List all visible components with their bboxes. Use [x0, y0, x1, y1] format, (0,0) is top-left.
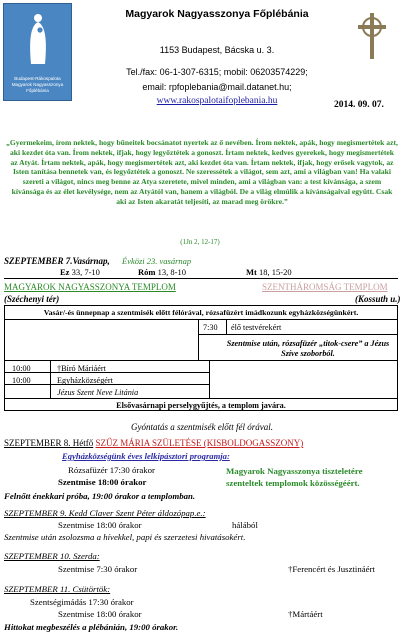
rosary-time: Rózsafüzér 17:30 órakor — [68, 465, 155, 475]
sunday-schedule-table — [4, 305, 398, 411]
mass-intention: Magyarok Nagyasszonya tiszteletére szenteltek templomok közösségéért. — [226, 466, 363, 488]
confession-note: Gyóntatás a szentmisék előtt fél órával. — [131, 422, 273, 432]
table-line — [5, 319, 397, 320]
table-line — [198, 319, 199, 360]
mass-time: Szentmise 18:00 órakor — [58, 609, 142, 619]
liturgical-week: Évközi 23. vasárnap — [122, 256, 192, 266]
table-line — [50, 360, 51, 398]
mass-time: 10:00 — [12, 376, 31, 385]
mass-time: Szentmise 18:00 órakor — [58, 477, 147, 487]
phone-line: Tel./fax: 06-1-307-6315; mobil: 06203574229; — [126, 67, 308, 77]
feast-name: SZŰZ MÁRIA SZÜLETÉSE (KISBOLDOGASSZONY) — [95, 438, 304, 448]
mass-time: 10:00 — [12, 364, 31, 373]
litany-note: Jézus Szent Neve Litánia — [57, 388, 139, 397]
church-a-location: (Széchenyi tér) — [4, 294, 60, 304]
sunday-header — [4, 256, 398, 280]
table-line — [209, 360, 210, 398]
bulletin-date: 2014. 09. 07. — [334, 100, 384, 110]
reading-1: Ez 33, 7-10 — [60, 267, 100, 277]
choir-note: Felnőtt énekkari próba, 19:00 órakor a templomban. — [4, 491, 196, 501]
table-line — [226, 319, 227, 334]
parish-logo — [3, 3, 72, 101]
mass-intention: Egyházközségért — [57, 376, 113, 385]
church-b-name: SZENTHÁROMSÁG TEMPLOM — [262, 282, 388, 292]
tuesday-title: SZEPTEMBER 9. Kedd Claver Szent Péter áldozópap.e.: — [4, 508, 206, 518]
table-line — [5, 372, 209, 373]
church-address: 1153 Budapest, Bácska u. 3. — [159, 45, 275, 55]
mass-time: Szentmise 18:00 órakor — [58, 520, 142, 530]
madonna-icon — [26, 12, 50, 66]
collection-note: Elsővasárnapi perselygyűjtés, a templom javára. — [116, 401, 286, 410]
mass-intention: hálából — [232, 520, 258, 530]
logo-text: Budapest-Rákospalota Magyarok Nagyasszonya Főplébánia — [11, 76, 64, 93]
website-link[interactable]: www.rakospalotaifoplebania.hu — [156, 96, 278, 106]
scripture-reference: (1Jn 2, 12-17) — [180, 238, 220, 246]
celtic-cross-icon — [354, 11, 390, 61]
monday-title: SZEPTEMBER 8. Hétfő SZŰZ MÁRIA SZÜLETÉSE (KISBOLDOGASSZONY) — [4, 438, 304, 448]
table-line — [5, 360, 397, 361]
church-a-name: MAGYAROK NAGYASSZONYA TEMPLOM — [4, 282, 176, 292]
sunday-title: SZEPTEMBER 7.Vasárnap, — [4, 256, 110, 266]
rosary-note: Vasár/-és ünnepnap a szentmisék előtt félórával, rózsafüzért imádkozunk egyházközségünkért. — [43, 308, 359, 317]
divider — [4, 278, 398, 279]
mass-note: Szentmise után, rózsafüzér „titok-csere” a Jézus Szíve szoborból. — [226, 339, 390, 358]
table-line — [5, 398, 397, 399]
thursday-title: SZEPTEMBER 11. Csütörtök: — [4, 584, 111, 594]
email-line: email: rpfoplebania@mail.datanet.hu; — [142, 82, 292, 92]
mass-intention: élő testvérekért — [231, 323, 282, 332]
adoration-time: Szentségimádás 17:30 órakor — [30, 597, 134, 607]
program-subtitle: Egyházközségünk éves lelkipásztori programja: — [62, 451, 230, 461]
vespers-note: Szentmise után zsolozsma a hívekkel, papi és szerzetesi hivatásokért. — [4, 532, 246, 542]
scripture-quote: „Gyermekeim, írom nektek, hogy bűneitek bocsánatot nyertek az ő nevében. Írom nektek, apák, hogy megismertétek azt, aki kezdet óta van. Írom nektek, ifjak, hogy legyőztétek a gonoszt. Írtam nektek, kedves gyerekek, hogy megismertétek az Atyát. Írtam nektek, apák, hogy megismertétek azt, aki kezdet óta van. Írtam nektek, ifjak, hogy erősek vagytok, az Isten tanítása bennetek van, és legyőztétek a gonoszt. Ne szeressétek a világot, sem azt, ami a világban van! Ha valaki szereti a világot, nincs meg benne az Atya szeretete, mivel minden, ami a világban van: a test kívánsága, a szem kívánsága és az élet kevélysége, nem az Atyától van, hanem a világból. De a világ elmúlik a kívánságaival együtt. Csak aki az Isten akaratát teljesíti, az marad meg örökre.” — [6, 138, 398, 206]
church-name: Magyarok Nagyasszonya Főplébánia — [125, 8, 309, 20]
church-b-location: (Kossuth u.) — [355, 294, 401, 304]
wednesday-title: SZEPTEMBER 10. Szerda: — [4, 551, 100, 561]
mass-intention: †Bíró Máriáért — [57, 364, 106, 373]
reading-2: Róm 13, 8-10 — [138, 267, 186, 277]
table-line — [198, 334, 397, 335]
mass-time: 7:30 — [203, 323, 218, 332]
meeting-note: Hittokat megbeszélés a plébánián, 19:00 órakor. — [4, 622, 179, 632]
reading-3: Mt 18, 15-20 — [246, 267, 292, 277]
mass-intention: †Mártáért — [288, 609, 323, 619]
mass-intention: †Ferencért és Jusztináért — [288, 564, 375, 574]
mass-time: Szentmise 7:30 órakor — [58, 564, 138, 574]
